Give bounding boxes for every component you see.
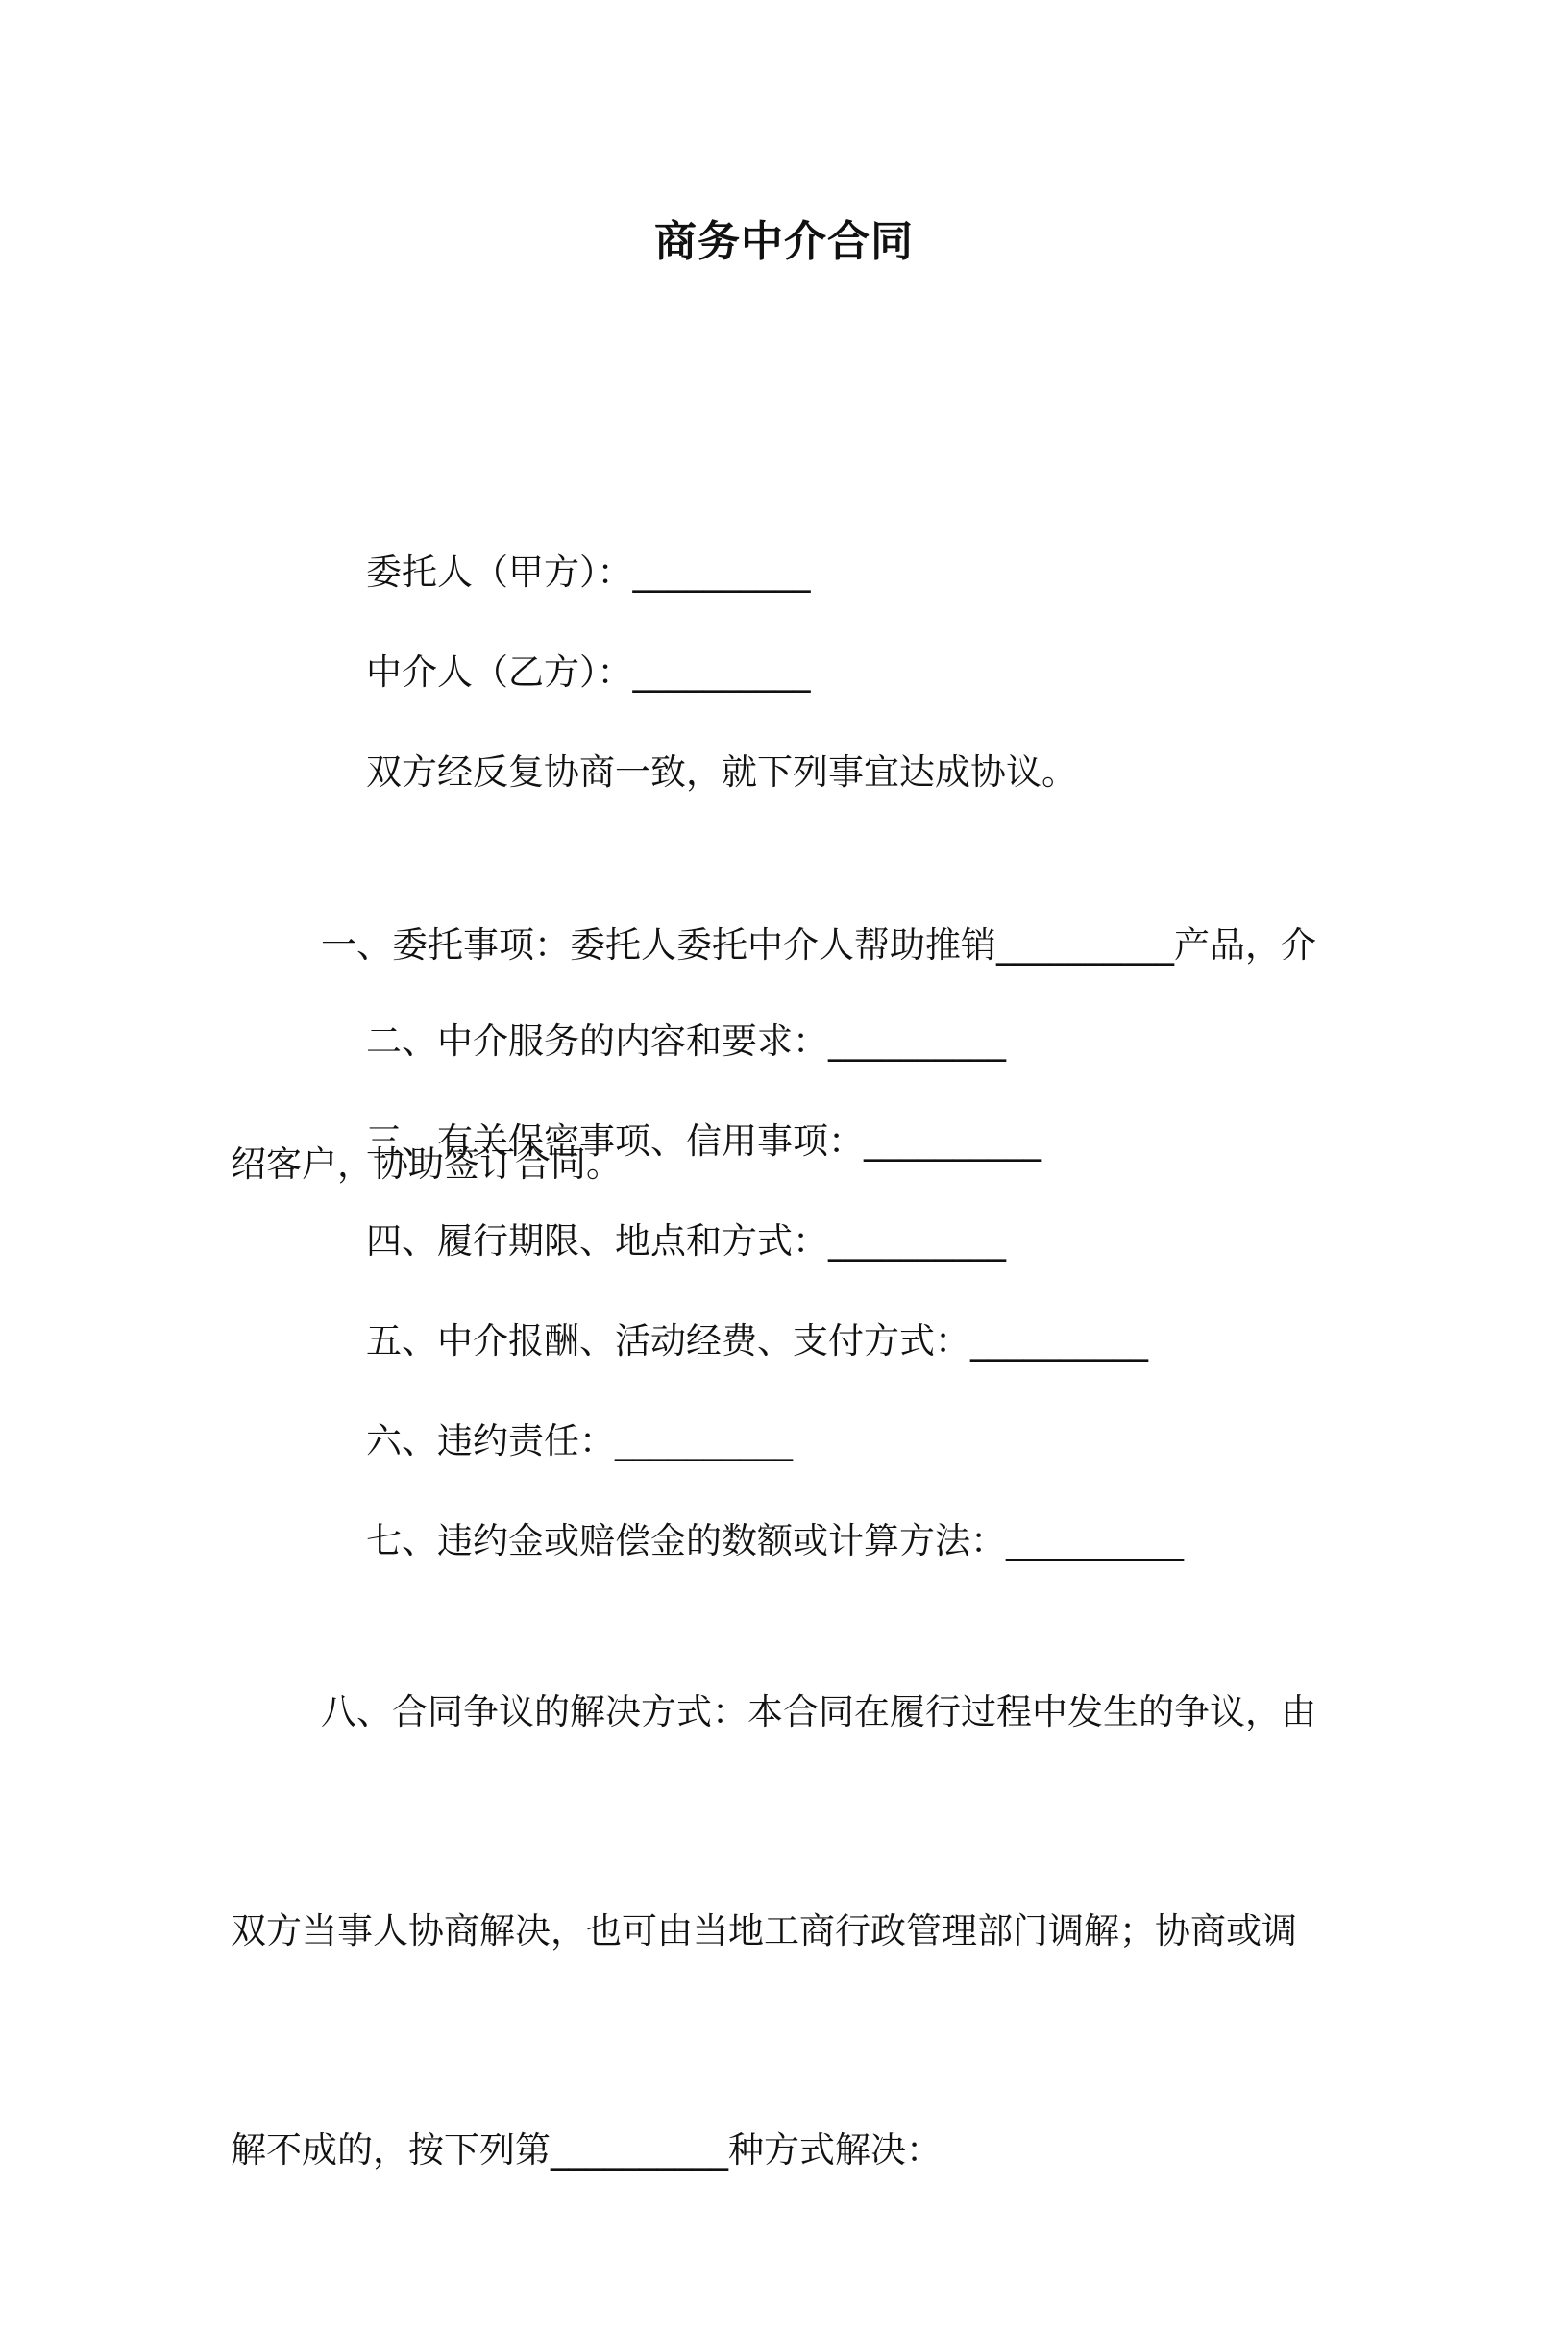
clause-8-line-1: 八、合同争议的解决方式：本合同在履行过程中发生的争议，由: [321, 1691, 1316, 1732]
clause-2-text: 二、中介服务的内容和要求：__________: [366, 1020, 1007, 1062]
clause-7-text: 七、违约金或赔偿金的数额或计算方法：__________: [366, 1520, 1185, 1561]
clause-8-line-3: 解不成的，按下列第__________种方式解决：: [231, 2129, 942, 2171]
document-title: 商务中介合同: [654, 217, 914, 266]
clause-1-line-1: 一、委托事项：委托人委托中介人帮助推销__________产品，介: [321, 924, 1316, 966]
clause-5-text: 五、中介报酬、活动经费、支付方式：__________: [366, 1320, 1149, 1362]
clause-6-text: 六、违约责任：__________: [366, 1420, 794, 1461]
clause-8: [231, 1530, 1326, 2333]
clause-4-text: 四、履行期限、地点和方式：__________: [366, 1220, 1007, 1262]
clause-1-line-2: 绍客户，协助签订合同。: [231, 1143, 622, 1185]
party-agent-text: 中介人（乙方）：__________: [366, 651, 811, 693]
clause-3-text: 三、有关保密事项、信用事项：__________: [366, 1120, 1042, 1162]
party-client-text: 委托人（甲方）：__________: [366, 552, 811, 593]
intro-text: 双方经反复协商一致，就下列事宜达成协议。: [366, 751, 1078, 793]
clause-8-line-2: 双方当事人协商解决，也可由当地工商行政管理部门调解；协商或调: [231, 1910, 1297, 1952]
